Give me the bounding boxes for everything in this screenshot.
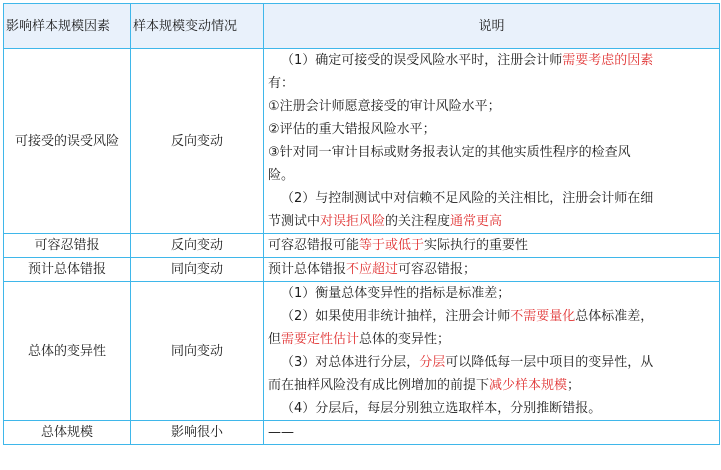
explanation-cell — [264, 234, 720, 258]
text-line: ①注册会计师愿意接受的审计风险水平； — [268, 99, 501, 114]
text-line: 可容忍错报可能等于或低于实际执行的重要性 — [268, 238, 529, 253]
sample-size-factors-table — [3, 3, 720, 445]
factor-cell: 预计总体错报 — [4, 258, 131, 282]
explanation-cell — [264, 421, 720, 445]
text-line: 节测试中对误拒风险的关注程度通常更高 — [268, 214, 503, 229]
header-row — [4, 4, 720, 49]
change-cell: 影响很小 — [131, 421, 264, 445]
change-cell: 反向变动 — [131, 234, 264, 258]
text-line: 险。 — [268, 168, 295, 183]
text-line: （4）分层后，每层分别独立选取样本，分别推断错报。 — [281, 401, 602, 416]
header-explanation: 说明 — [264, 4, 720, 49]
text-line: 预计总体错报不应超过可容忍错报； — [268, 262, 477, 277]
factor-cell: 总体规模 — [4, 421, 131, 445]
header-change: 样本规模变动情况 — [131, 4, 264, 49]
text-line: 有： — [268, 76, 295, 91]
header-factor: 影响样本规模因素 — [4, 4, 131, 49]
text-line: 但需要定性估计总体的变异性； — [268, 332, 451, 347]
text-line: （2）与控制测试中对信赖不足风险的关注相比，注册会计师在细 — [281, 191, 654, 206]
text-line: （1）衡量总体变异性的指标是标准差； — [281, 286, 511, 301]
explanation-cell — [264, 49, 720, 234]
text-line: ③针对同一审计目标或财务报表认定的其他实质性程序的检查风 — [268, 145, 631, 160]
table-row — [4, 282, 720, 421]
text-line: （1）确定可接受的误受风险水平时，注册会计师需要考虑的因素 — [281, 53, 654, 68]
text-line: ②评估的重大错报风险水平； — [268, 122, 436, 137]
text-line: （3）对总体进行分层，分层可以降低每一层中项目的变异性，从 — [281, 355, 654, 370]
table-row — [4, 421, 720, 445]
text-line: 而在抽样风险没有成比例增加的前提下减少样本规模； — [268, 378, 581, 393]
change-cell: 同向变动 — [131, 282, 264, 421]
factor-cell: 可容忍错报 — [4, 234, 131, 258]
factor-cell: 总体的变异性 — [4, 282, 131, 421]
table-row — [4, 258, 720, 282]
factor-cell: 可接受的误受风险 — [4, 49, 131, 234]
table-row — [4, 234, 720, 258]
table-row — [4, 49, 720, 234]
explanation-cell — [264, 282, 720, 421]
change-cell: 同向变动 — [131, 258, 264, 282]
change-cell: 反向变动 — [131, 49, 264, 234]
text-line: —— — [268, 425, 294, 440]
explanation-cell — [264, 258, 720, 282]
text-line: （2）如果使用非统计抽样，注册会计师不需要量化总体标准差， — [281, 309, 654, 324]
